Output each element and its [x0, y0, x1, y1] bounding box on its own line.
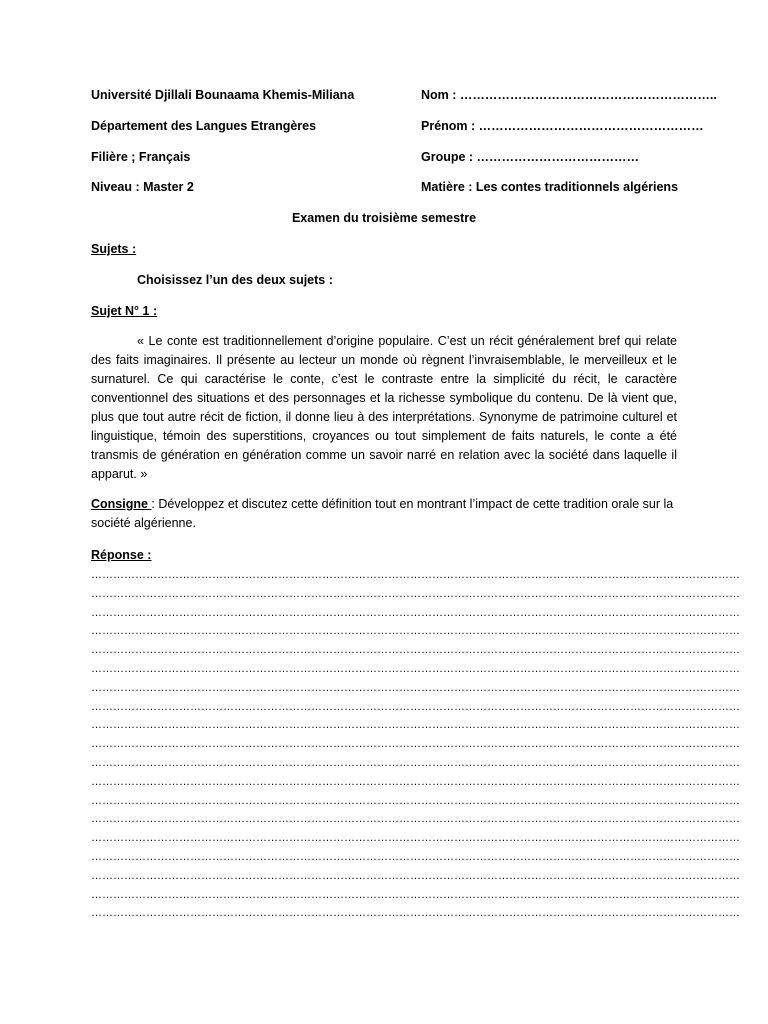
groupe-field: Groupe : …………………………………	[421, 150, 640, 164]
prenom-field: Prénom : ………………………………………………	[421, 119, 704, 133]
matiere-label: Matière : Les contes traditionnels algériens	[421, 180, 679, 194]
exam-title: Examen du troisième semestre	[291, 211, 477, 225]
answer-area[interactable]	[91, 566, 740, 923]
answer-line[interactable]: ……………………………………………………………………………………………………………………………………………………………	[91, 681, 740, 694]
reponse-heading: Réponse :	[91, 548, 152, 562]
sujets-heading: Sujets :	[91, 242, 137, 256]
answer-line[interactable]: ……………………………………………………………………………………………………………………………………………………………	[91, 700, 740, 713]
answer-line[interactable]: ……………………………………………………………………………………………………………………………………………………………	[91, 813, 740, 826]
answer-line[interactable]: ……………………………………………………………………………………………………………………………………………………………	[91, 794, 740, 807]
answer-line[interactable]: ……………………………………………………………………………………………………………………………………………………………	[91, 587, 740, 600]
choose-instruction: Choisissez l’un des deux sujets :	[137, 273, 333, 287]
sujet1-text: « Le conte est traditionnellement d’origine populaire. C’est un récit généralement bref qui relate des faits imaginaires. Il présente au lecteur un monde où règnent l’invraisemblable, le merveilleux et le surnaturel. Ce qui caractérise le conte, c’est le contraste entre la simplicité du récit, le caractère conventionnel des situations et des personnages et la richesse symbolique du contenu. De là vient que, plus que tout autre récit de fiction, il donne lieu à des interprétations. Synonyme de patrimoine culturel et linguistique, témoin des superstitions, croyances ou tout simplement de faits naturels, le conte a été transmis de génération en génération comme un savoir narré en relation avec la société dans laquelle il apparut. »	[91, 334, 677, 481]
university-name: Université Djillali Bounaama Khemis-Miliana	[91, 88, 355, 102]
consigne-block	[91, 495, 677, 533]
answer-line[interactable]: ……………………………………………………………………………………………………………………………………………………………	[91, 606, 740, 619]
answer-line[interactable]: ……………………………………………………………………………………………………………………………………………………………	[91, 625, 740, 638]
answer-line[interactable]: ……………………………………………………………………………………………………………………………………………………………	[91, 869, 740, 882]
answer-line[interactable]: ……………………………………………………………………………………………………………………………………………………………	[91, 888, 740, 901]
answer-line[interactable]: ……………………………………………………………………………………………………………………………………………………………	[91, 569, 740, 581]
answer-line[interactable]: ……………………………………………………………………………………………………………………………………………………………	[91, 850, 740, 863]
department-name: Département des Langues Etrangères	[91, 119, 317, 133]
answer-line[interactable]: ……………………………………………………………………………………………………………………………………………………………	[91, 644, 740, 657]
consigne-label: Consigne	[91, 497, 152, 511]
consigne-text: : Développez et discutez cette définition tout en montrant l’impact de cette tradition orale sur la société algérienne.	[91, 497, 674, 530]
nom-field: Nom : ……………………………………………………..	[421, 88, 717, 102]
answer-line[interactable]: ……………………………………………………………………………………………………………………………………………………………	[91, 738, 740, 751]
answer-line[interactable]: ……………………………………………………………………………………………………………………………………………………………	[91, 907, 740, 920]
answer-line[interactable]: ……………………………………………………………………………………………………………………………………………………………	[91, 662, 740, 675]
answer-line[interactable]: ……………………………………………………………………………………………………………………………………………………………	[91, 756, 740, 769]
niveau-label: Niveau : Master 2	[91, 180, 194, 194]
answer-line[interactable]: ……………………………………………………………………………………………………………………………………………………………	[91, 719, 740, 732]
answer-line[interactable]: ……………………………………………………………………………………………………………………………………………………………	[91, 832, 740, 845]
filiere-label: Filière ; Français	[91, 150, 191, 164]
sujet1-heading: Sujet N° 1 :	[91, 304, 158, 318]
answer-line[interactable]: ……………………………………………………………………………………………………………………………………………………………	[91, 775, 740, 788]
